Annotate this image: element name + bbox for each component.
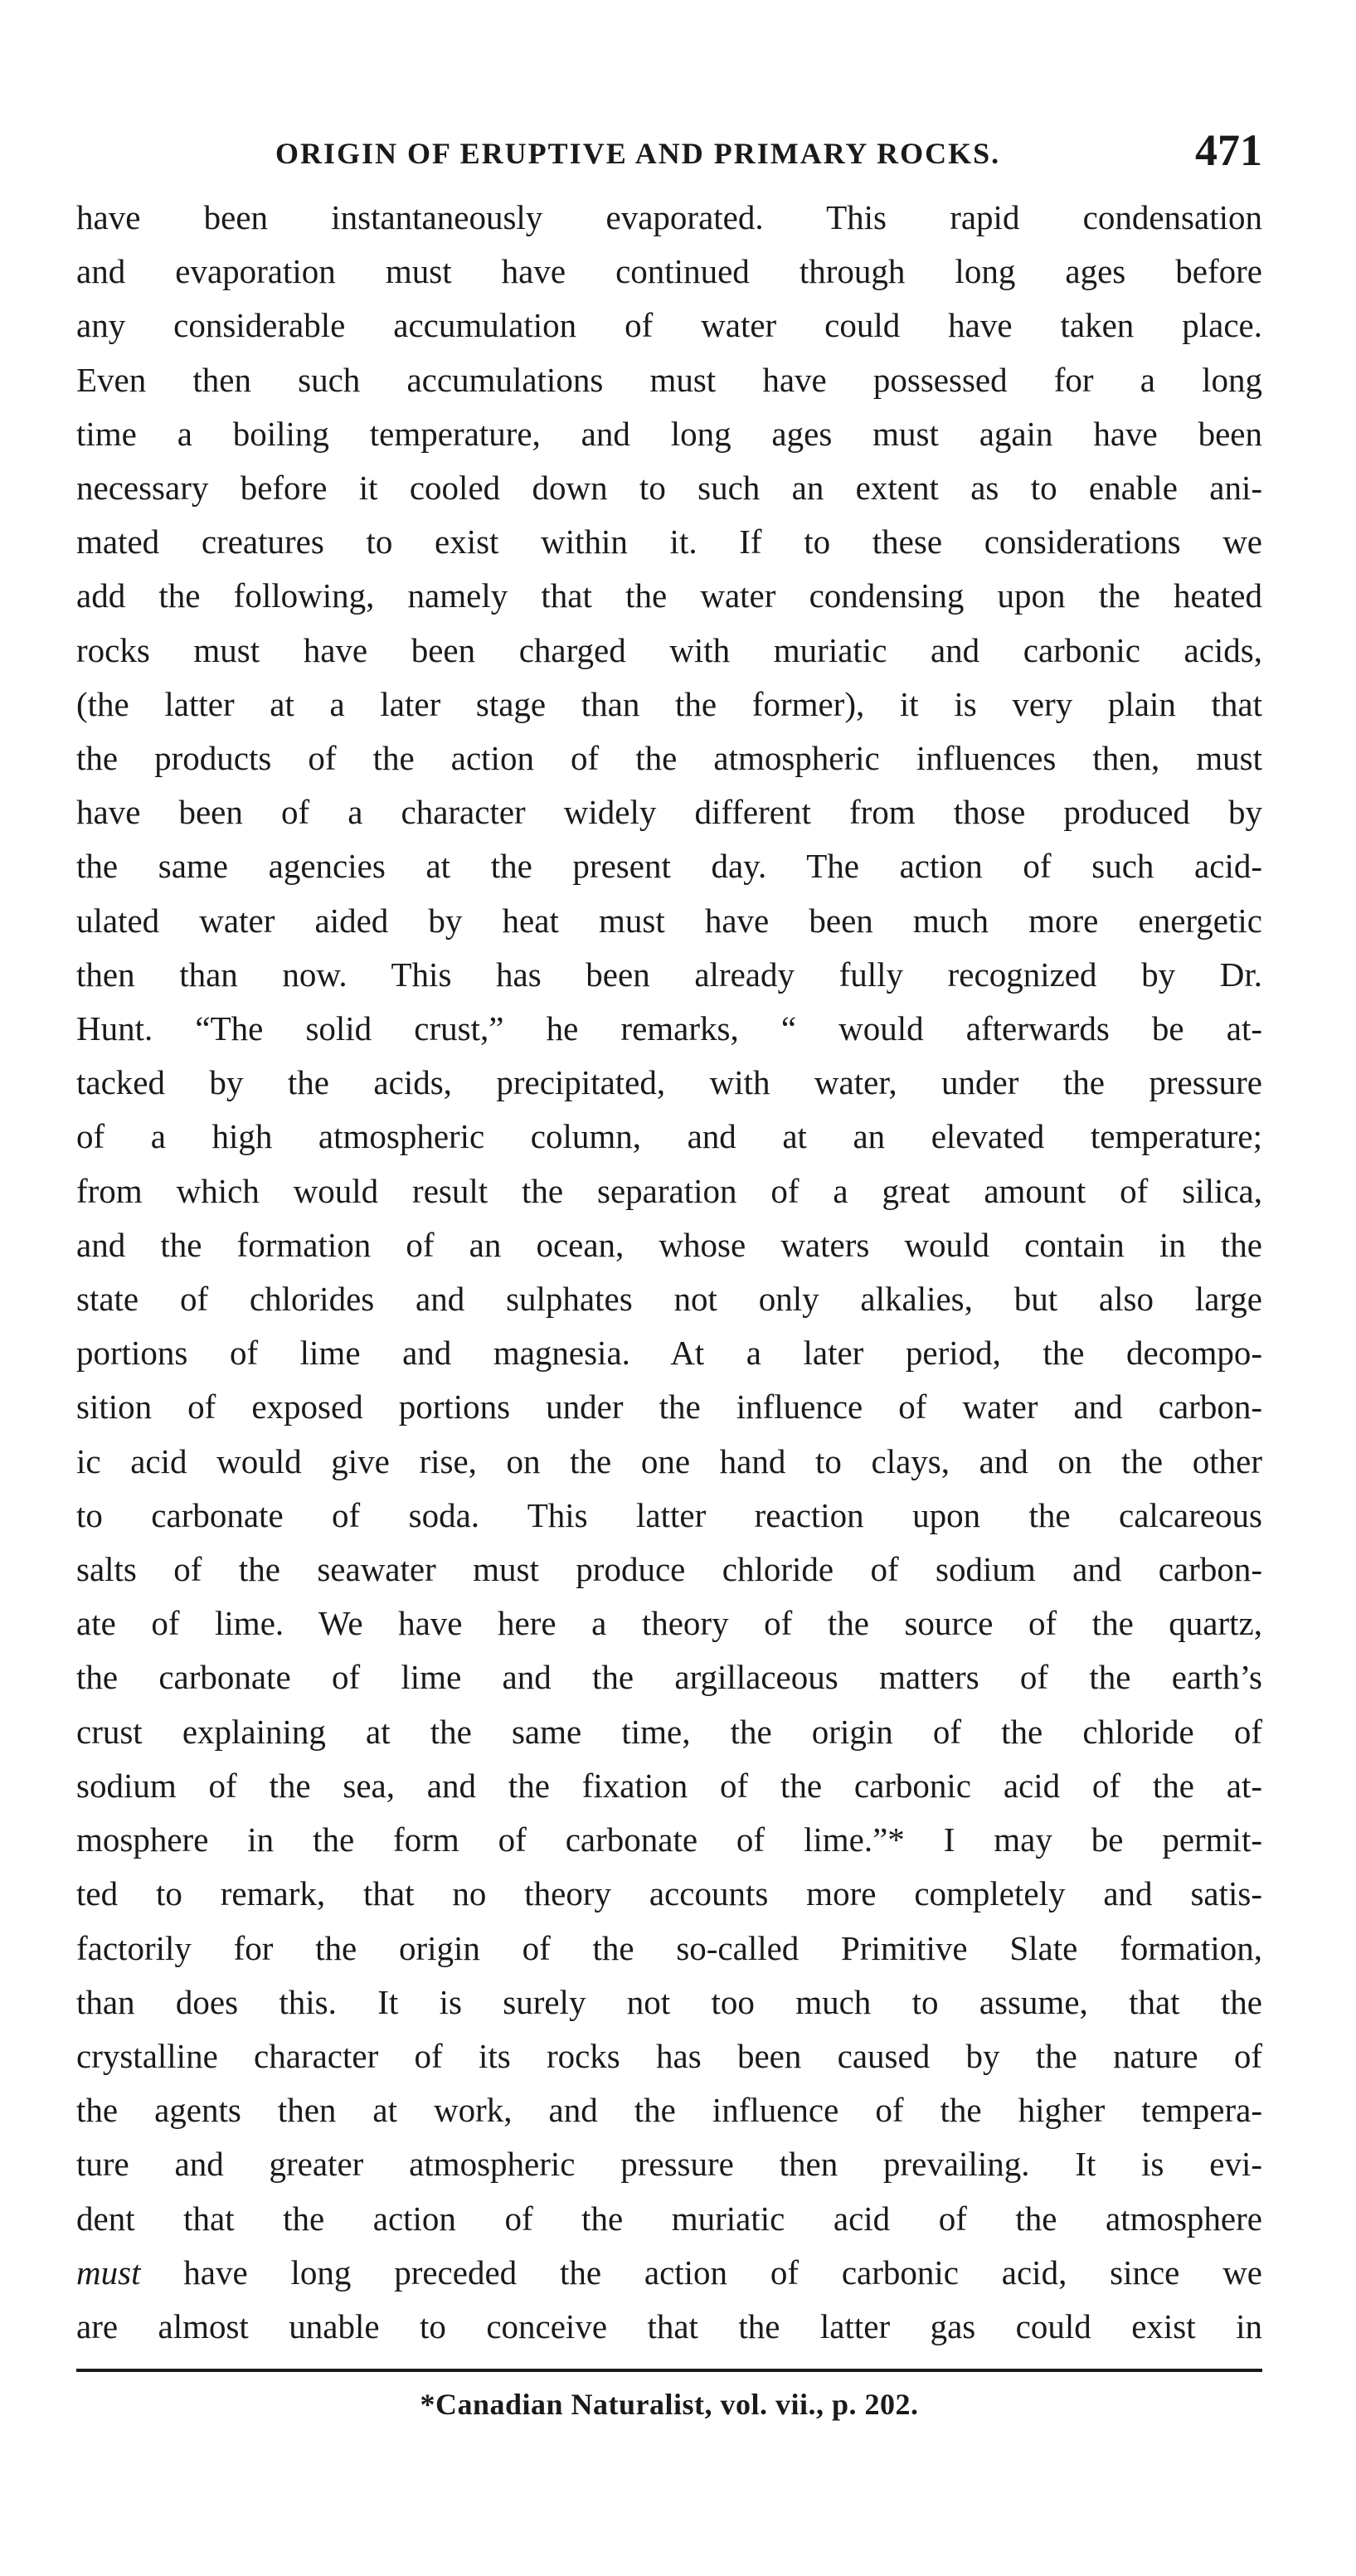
- text-line: crystalline character of its rocks has been caused by the nature of: [76, 2036, 1262, 2075]
- book-page: [76, 116, 1262, 2422]
- text-line: then than now. This has been already fully recognized by Dr.: [76, 955, 1262, 994]
- text-line: than does this. It is surely not too much to assume, that the: [76, 1982, 1262, 2021]
- text-line: portions of lime and magnesia. At a later period, the decompo-: [76, 1334, 1262, 1373]
- text-line: mated creatures to exist within it. If to these considerations we: [76, 522, 1262, 561]
- text-line: ate of lime. We have here a theory of the source of the quartz,: [76, 1604, 1262, 1643]
- body-text: [76, 191, 1262, 2354]
- text-line-final: are almost unable to conceive that the latter gas could exist in: [76, 2306, 1262, 2345]
- text-line-italic: [76, 2246, 1262, 2300]
- page-number: 471: [1195, 125, 1262, 175]
- text-line: dent that the action of the muriatic acid of the atmosphere: [76, 2199, 1262, 2238]
- text-line: ulated water aided by heat must have been much more energetic: [76, 901, 1262, 940]
- text-line: (the latter at a later stage than the former), it is very plain that: [76, 684, 1262, 723]
- text-line: sodium of the sea, and the fixation of the carbonic acid of the at-: [76, 1766, 1262, 1805]
- running-head: [76, 116, 1262, 191]
- text-line: salts of the seawater must produce chloride of sodium and carbon-: [76, 1550, 1262, 1589]
- text-line: tacked by the acids, precipitated, with water, under the pressure: [76, 1063, 1262, 1102]
- text-line: and evaporation must have continued through long ages before: [76, 252, 1262, 291]
- text-line: any considerable accumulation of water could have taken place.: [76, 306, 1262, 345]
- text-line: mosphere in the form of carbonate of lime.”* I may be permit-: [76, 1820, 1262, 1859]
- text-line: have been of a character widely different from those produced by: [76, 793, 1262, 832]
- text-line: ture and greater atmospheric pressure then prevailing. It is evi-: [76, 2145, 1262, 2184]
- text-line: the agents then at work, and the influence of the higher tempera-: [76, 2091, 1262, 2130]
- text-line: crust explaining at the same time, the origin of the chloride of: [76, 1712, 1262, 1751]
- text-line: ic acid would give rise, on the one hand to clays, and on the other: [76, 1441, 1262, 1480]
- text-line: of a high atmospheric column, and at an elevated temperature;: [76, 1117, 1262, 1156]
- footnote-rule: [76, 2369, 1262, 2372]
- text-line: the same agencies at the present day. The action of such acid-: [76, 847, 1262, 886]
- text-line: add the following, namely that the water condensing upon the heated: [76, 576, 1262, 615]
- running-title: ORIGIN OF ERUPTIVE AND PRIMARY ROCKS.: [275, 137, 1001, 170]
- text-line: sition of exposed portions under the influence of water and carbon-: [76, 1388, 1262, 1427]
- text-line: the carbonate of lime and the argillaceous matters of the earth’s: [76, 1658, 1262, 1697]
- text-line: Hunt. “The solid crust,” he remarks, “ would afterwards be at-: [76, 1009, 1262, 1048]
- text-line: have been instantaneously evaporated. This rapid condensation: [76, 198, 1262, 236]
- footnote: *Canadian Naturalist, vol. vii., p. 202.: [420, 2388, 919, 2422]
- text-line: rocks must have been charged with muriatic and carbonic acids,: [76, 630, 1262, 669]
- italic-line-rest: have long preceded the action of carbonic acid, since we: [140, 2253, 1262, 2292]
- text-line: time a boiling temperature, and long ages must again have been: [76, 414, 1262, 453]
- text-line: and the formation of an ocean, whose waters would contain in the: [76, 1225, 1262, 1264]
- text-line: factorily for the origin of the so-called Primitive Slate formation,: [76, 1928, 1262, 1967]
- text-line: ted to remark, that no theory accounts more completely and satis-: [76, 1874, 1262, 1913]
- text-line: necessary before it cooled down to such an extent as to enable ani-: [76, 469, 1262, 508]
- text-line: the products of the action of the atmospheric influences then, must: [76, 739, 1262, 778]
- text-line: Even then such accumulations must have possessed for a long: [76, 360, 1262, 399]
- text-line: from which would result the separation of a great amount of silica,: [76, 1171, 1262, 1210]
- italic-word: must: [76, 2253, 141, 2292]
- text-line: to carbonate of soda. This latter reaction upon the calcareous: [76, 1495, 1262, 1534]
- text-line: state of chlorides and sulphates not only alkalies, but also large: [76, 1280, 1262, 1319]
